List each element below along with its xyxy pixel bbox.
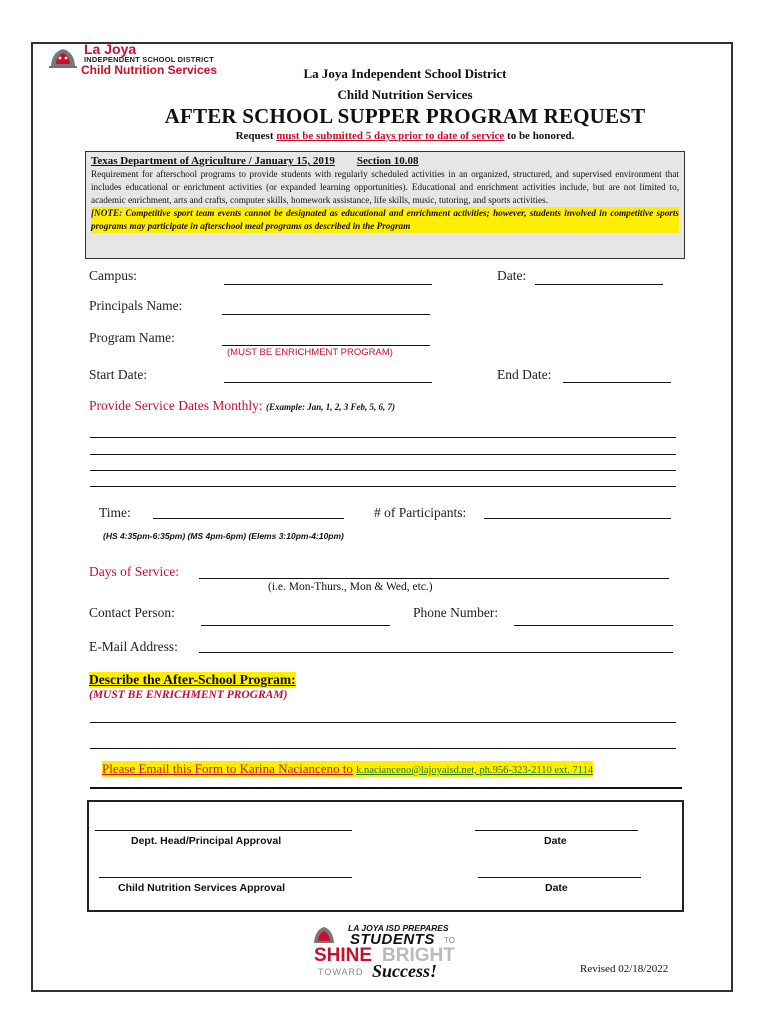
service-dates-line-2[interactable] (90, 454, 676, 455)
contact-label: Contact Person: (89, 605, 175, 620)
date-label: Date: (497, 268, 527, 283)
email-field[interactable] (199, 652, 673, 653)
notice-emphasis: must be submitted 5 days prior to date of service (276, 130, 505, 142)
dept-head-signature-line[interactable] (95, 830, 352, 831)
slogan-top: LA JOYA ISD PREPARES (348, 923, 449, 933)
section-divider (90, 787, 682, 789)
start-date-label: Start Date: (89, 367, 148, 382)
phone-label: Phone Number: (413, 605, 499, 620)
service-dates-line-1[interactable] (90, 437, 676, 438)
participants-field[interactable] (484, 518, 671, 519)
date1-line[interactable] (475, 830, 638, 831)
principal-field[interactable] (222, 314, 430, 315)
revised-date: Revised 02/18/2022 (580, 963, 669, 975)
date2-label: Date (545, 882, 568, 894)
cns-signature-line[interactable] (99, 877, 352, 878)
district-heading: La Joya Independent School District (303, 66, 507, 81)
program-field[interactable] (222, 345, 430, 346)
service-dates-example: (Example: Jan, 1, 2, 3 Feb, 5, 6, 7) (265, 402, 395, 412)
shine-bright-logo (308, 921, 474, 985)
tda-source: Texas Department of Agriculture / January 15, 2019 (91, 155, 335, 167)
notice-prefix: Request (235, 130, 274, 142)
tda-requirement-box (85, 151, 685, 259)
start-date-field[interactable] (224, 382, 432, 383)
email-label: E-Mail Address: (89, 639, 178, 654)
tda-note: [NOTE: Competitive sport team events cannot be designated as educational and enrichment activities; however, students involved in competitive sports programs may participate in afterschool meal programs as described in the Program (91, 208, 679, 231)
end-date-label: End Date: (497, 367, 552, 382)
service-dates-text: Provide Service Dates Monthly: (89, 398, 263, 413)
slogan-success: Success! (372, 961, 438, 981)
submission-notice (20, 130, 770, 142)
date-field[interactable] (535, 284, 663, 285)
tda-body: Requirement for afterschool programs to provide students with regularly scheduled activities in an organized, structured, and supervised environment that includes educational or enrichment activities (or expanded learning opportunities). Educational and enrichment activities include, but are not limited to, academic enrichment, arts and crafts, computer skills, homework assistance, life skills, music, tutoring, and sports activities. (91, 169, 679, 205)
approval-box (87, 800, 684, 912)
logo-department: Child Nutrition Services (81, 63, 218, 77)
program-note: (MUST BE ENRICHMENT PROGRAM) (227, 347, 393, 358)
service-dates-line-4[interactable] (90, 486, 676, 487)
time-label: Time: (99, 505, 131, 520)
logo-district: INDEPENDENT SCHOOL DISTRICT (84, 55, 214, 64)
notice-suffix: to be honored. (507, 130, 575, 142)
slogan-shine: SHINE (314, 945, 373, 966)
slogan-toward: TOWARD (318, 967, 364, 977)
date1-label: Date (544, 835, 567, 847)
participants-label: # of Participants: (374, 505, 467, 520)
tda-section: Section 10.08 (356, 155, 419, 167)
date2-line[interactable] (478, 877, 641, 878)
time-note: (HS 4:35pm-6:35pm) (MS 4pm-6pm) (Elems 3:10pm-4:10pm) (103, 531, 344, 541)
cns-label: Child Nutrition Services Approval (118, 882, 286, 894)
phone-field[interactable] (514, 625, 673, 626)
principal-label: Principals Name: (89, 298, 183, 313)
describe-line-1[interactable] (90, 722, 676, 723)
page-title: AFTER SCHOOL SUPPER PROGRAM REQUEST (164, 104, 646, 128)
describe-note: (MUST BE ENRICHMENT PROGRAM) (89, 689, 288, 701)
dept-head-label: Dept. Head/Principal Approval (131, 835, 282, 847)
campus-field[interactable] (224, 284, 432, 285)
tda-heading (91, 155, 679, 168)
time-field[interactable] (153, 518, 344, 519)
days-example: (i.e. Mon-Thurs., Mon & Wed, etc.) (268, 581, 433, 593)
campus-label: Campus: (89, 268, 138, 283)
logo-name: La Joya (84, 41, 137, 57)
describe-line-2[interactable] (90, 748, 676, 749)
slogan-bright: BRIGHT (382, 945, 455, 966)
days-label: Days of Service: (89, 564, 179, 579)
slogan-students: STUDENTS (350, 931, 435, 948)
department-heading: Child Nutrition Services (337, 87, 473, 102)
email-instruction-text: Please Email this Form to Karina Nacianceno to (102, 761, 353, 776)
email-contact-link[interactable]: k.nacianceno@lajoyaisd.net, ph.956-323-2110 ext. 7114 (356, 765, 594, 776)
end-date-field[interactable] (563, 382, 671, 383)
days-field[interactable] (199, 578, 669, 579)
service-dates-label (89, 398, 395, 414)
coyote-mini-icon (312, 923, 336, 945)
contact-field[interactable] (201, 625, 390, 626)
email-instruction (102, 761, 593, 777)
describe-label: Describe the After-School Program: (89, 672, 296, 687)
service-dates-line-3[interactable] (90, 470, 676, 471)
slogan-to: TO (444, 936, 455, 945)
program-label: Program Name: (89, 330, 175, 345)
